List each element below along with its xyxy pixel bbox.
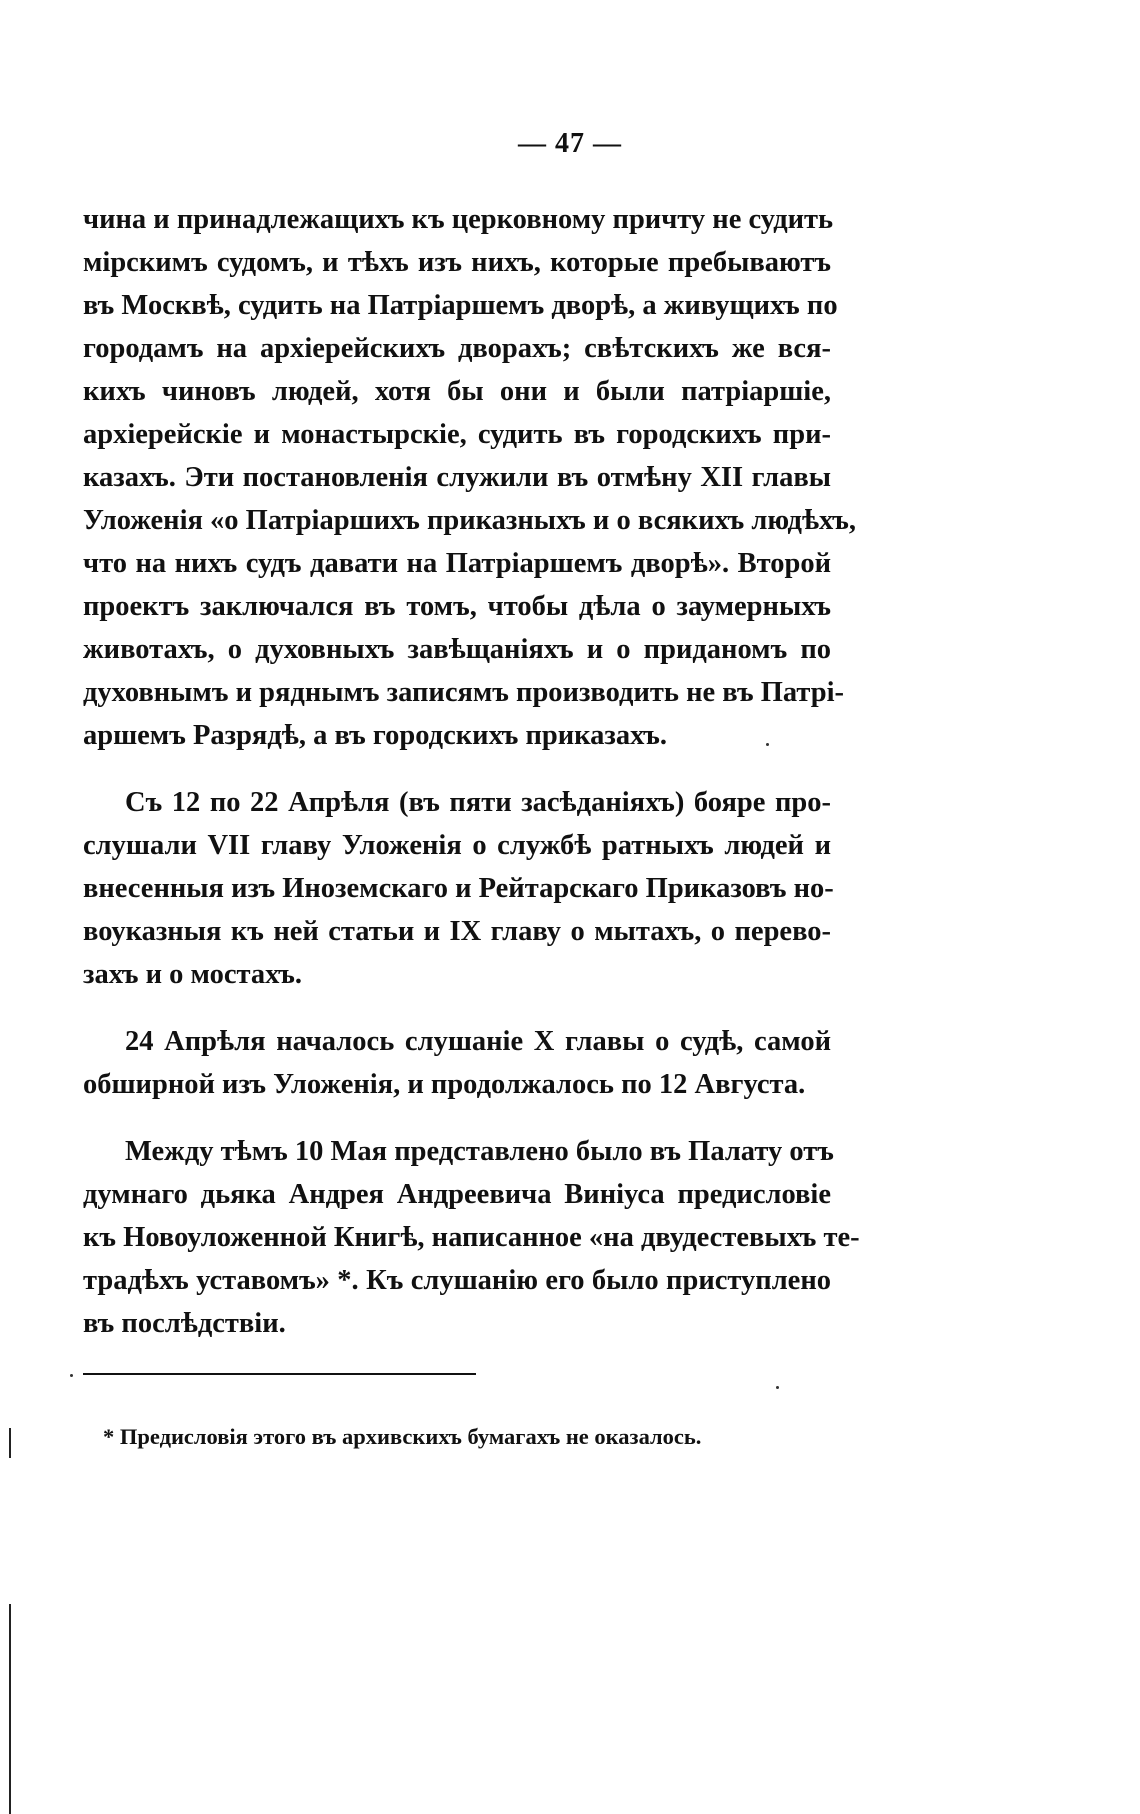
text-line: къ Новоуложенной Книгѣ, написанное «на двудестевыхъ те-	[83, 1222, 860, 1253]
paragraph-1	[83, 198, 856, 757]
paragraph-gap	[83, 1106, 831, 1130]
main-text	[83, 198, 860, 1345]
text-line: что на нихъ судъ давати на Патріаршемъ дворѣ». Второй	[83, 548, 831, 579]
text-line: 24 Апрѣля началось слушаніе X главы о судѣ, самой	[125, 1026, 831, 1057]
page-number: — 47 —	[518, 128, 622, 159]
text-line: проектъ заключался въ томъ, чтобы дѣла о заумерныхъ	[83, 591, 831, 622]
text-line: воуказныя къ ней статьи и IX главу о мытахъ, о перево-	[83, 916, 831, 947]
text-line: духовнымъ и ряднымъ записямъ производить не въ Патрі-	[83, 677, 844, 708]
scan-speck	[766, 743, 769, 746]
text-line: въ Москвѣ, судить на Патріаршемъ дворѣ, а живущихъ по	[83, 290, 838, 321]
text-line: мірскимъ судомъ, и тѣхъ изъ нихъ, которые пребываютъ	[83, 247, 831, 278]
scan-margin-line	[9, 1604, 11, 1814]
text-line: Уложенія «о Патріаршихъ приказныхъ и о всякихъ людѣхъ,	[83, 505, 856, 536]
text-line: чина и принадлежащихъ къ церковному причту не судить	[83, 204, 834, 235]
text-line: традѣхъ уставомъ» *. Къ слушанію его было приступлено	[83, 1265, 831, 1296]
text-line: городамъ на архіерейскихъ дворахъ; свѣтскихъ же вся-	[83, 333, 831, 364]
paragraph-4	[83, 1130, 860, 1345]
text-line: архіерейскіе и монастырскіе, судить въ городскихъ при-	[83, 419, 831, 450]
footnote-rule	[83, 1373, 476, 1375]
paragraph-3	[83, 1020, 831, 1106]
text-line: слушали VII главу Уложенія о службѣ ратныхъ людей и	[83, 830, 831, 861]
text-line: Съ 12 по 22 Апрѣля (въ пяти засѣданіяхъ) бояре про-	[125, 787, 831, 818]
text-line: думнаго дьяка Андрея Андреевича Виніуса предисловіе	[83, 1179, 831, 1210]
paragraph-gap	[83, 996, 831, 1020]
scan-margin-line	[9, 1428, 11, 1458]
scan-speck	[776, 1386, 779, 1389]
text-line: внесенныя изъ Иноземскаго и Рейтарскаго Приказовъ но-	[83, 873, 834, 904]
text-line: въ послѣдствіи.	[83, 1308, 286, 1339]
paragraph-2	[83, 781, 834, 996]
footnote: * Предисловія этого въ архивскихъ бумагахъ не оказалось.	[103, 1424, 702, 1449]
text-line: Между тѣмъ 10 Мая представлено было въ Палату отъ	[125, 1136, 834, 1167]
scan-speck	[70, 1374, 73, 1377]
text-line: животахъ, о духовныхъ завѣщаніяхъ и о приданомъ по	[83, 634, 831, 665]
text-line: аршемъ Разрядѣ, а въ городскихъ приказахъ.	[83, 720, 668, 751]
paragraph-gap	[83, 757, 831, 781]
text-line: кихъ чиновъ людей, хотя бы они и были патріаршіе,	[83, 376, 831, 407]
text-line: захъ и о мостахъ.	[83, 959, 302, 990]
text-line: обширной изъ Уложенія, и продолжалось по 12 Августа.	[83, 1069, 806, 1100]
text-line: казахъ. Эти постановленія служили въ отмѣну XII главы	[83, 462, 831, 493]
